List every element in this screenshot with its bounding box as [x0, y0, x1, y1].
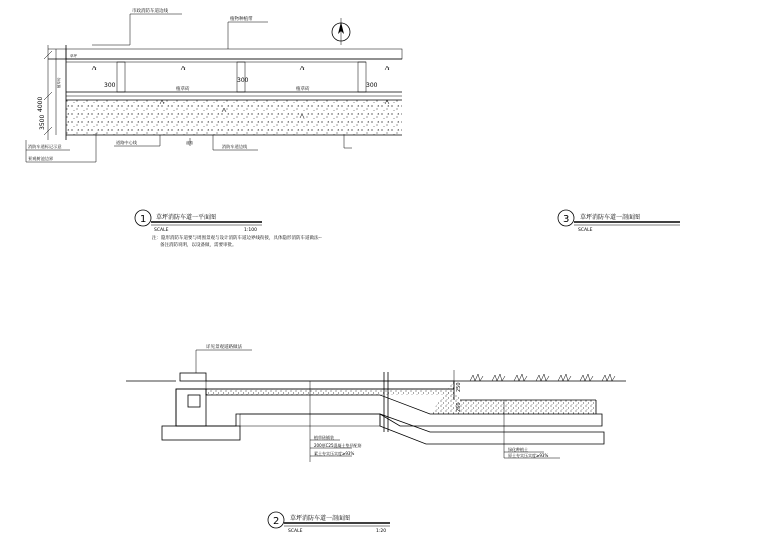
- section-curb-top: [180, 373, 206, 381]
- callout-top-right: 植物种植带: [230, 17, 253, 22]
- title2-scale-value: 1:20: [376, 529, 387, 534]
- dim-vertical-part: 3500: [39, 114, 46, 130]
- section-view: [126, 343, 626, 462]
- callout-bottom-left-2: 景观树池边界: [28, 156, 54, 161]
- title2-number: 2: [273, 516, 280, 527]
- callout-bottom-small: 道路: [186, 141, 193, 145]
- title1-text: 草坪消防车道一平面图: [156, 214, 217, 221]
- title2-text: 草坪消防车道一剖面图: [290, 515, 351, 522]
- label-mid-2: 植草砖: [296, 87, 310, 92]
- title3-number: 3: [563, 214, 570, 225]
- section-callout-mid-2: 200厚C25混凝土垫层配筋: [314, 443, 362, 448]
- callout-bottom-mid: 道路中心线: [116, 140, 137, 145]
- dim-250b: 250: [456, 402, 462, 412]
- plan-view: [26, 7, 402, 162]
- title2-scale-label: SCALE: [288, 529, 303, 534]
- callout-bottom-right: 消防车道边线: [222, 144, 248, 149]
- title-block-3: [558, 210, 680, 233]
- plan-leaders: [26, 14, 268, 162]
- section-base-slab-right: [380, 414, 604, 444]
- dim-300-right: 300: [366, 82, 378, 89]
- section-left-footing: [176, 389, 206, 426]
- title1-number: 1: [140, 214, 147, 225]
- notes-line-1: 注：隐形消防车道要与周围景观与设计消防车道边界线衔接，具体隐形消防车道做法--: [152, 236, 322, 241]
- section-callout-right-1: 绿化种植土: [508, 447, 528, 452]
- callout-bottom-left-1: 消防车道标记示意: [28, 144, 62, 149]
- section-grass-tufts: [470, 374, 615, 381]
- section-callout-mid-3: 素土夯实压实度≥93%: [314, 451, 355, 456]
- section-callout-top: 详见景观道路做法: [206, 345, 242, 350]
- dim-250: 250: [456, 382, 462, 392]
- section-callout-right-2: 原土夯实压实度≥93%: [508, 453, 549, 458]
- title1-scale-value: 1:100: [244, 228, 257, 233]
- title-block-1: [135, 210, 322, 248]
- section-top-paving: [206, 381, 454, 389]
- plan-road-hatch: [66, 100, 402, 135]
- dim-300-left: 300: [104, 82, 116, 89]
- title3-text: 草坪消防车道一剖面图: [580, 214, 641, 221]
- label-mid-1: 植草砖: [176, 87, 190, 92]
- north-arrow-icon: [332, 18, 350, 45]
- callout-top-left: 市政消防车道边线: [132, 9, 168, 14]
- plan-top-paving-strip: [66, 49, 402, 59]
- title-block-2: [268, 512, 390, 534]
- label-grass-left: 草坪: [70, 54, 77, 58]
- dim-vertical-total: 4000: [37, 96, 44, 112]
- section-base-slab-left: [162, 426, 240, 440]
- notes-line-2: 备注消防说明，以设备做，需要审批。: [160, 243, 237, 248]
- section-drain-pipe: [188, 395, 200, 407]
- title1-scale-label: SCALE: [154, 228, 169, 233]
- section-callout-mid-1: 植草砖铺装: [314, 435, 334, 440]
- title3-scale-label: SCALE: [578, 228, 593, 233]
- label-vertical-small: 植草砖: [57, 77, 61, 88]
- dim-300-mid: 300: [237, 77, 249, 84]
